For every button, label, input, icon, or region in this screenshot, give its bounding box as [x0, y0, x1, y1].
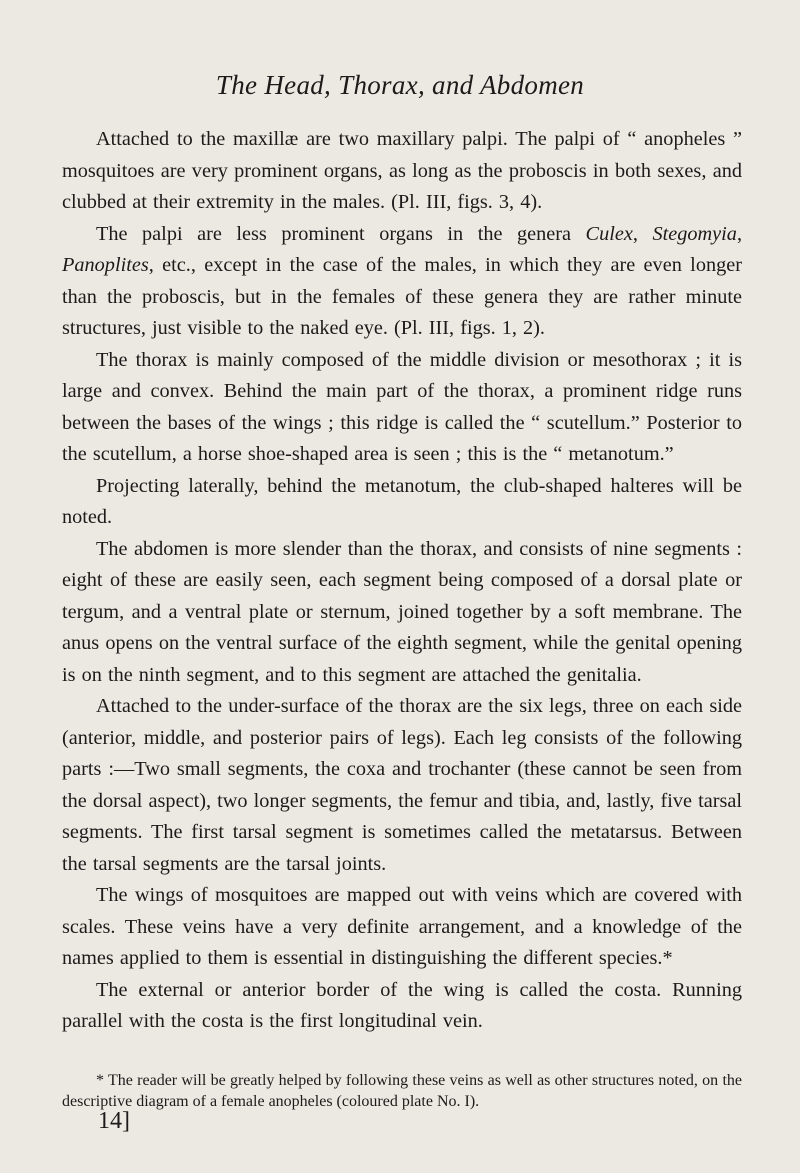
paragraph-palpi-genera	[62, 219, 742, 345]
genus-name-culex: Culex	[585, 222, 633, 245]
paragraph-thorax	[62, 345, 742, 471]
running-head: The Head, Thorax, and Abdomen	[215, 70, 585, 100]
paragraph-text: , etc., except in the case of the males, in which they are even longer than the proboscis, but in the females of these genera they are rather minute structures, just visible to the naked eye. (Pl. III, figs. 1, 2).	[62, 254, 742, 339]
paragraph-text: The abdomen is more slender than the thorax, and consists of nine segments : eight of these are easily seen, each segment being composed of a dorsal plate or tergum, and a ventral plate or sternum, joined together by a soft membrane. The anus opens on the ventral surface of the eighth segment, while the genital opening is on the ninth segment, and to this segment are attached the genitalia.	[62, 537, 742, 686]
paragraph-text: The thorax is mainly composed of the middle division or mesothorax ; it is large and convex. Behind the main part of the thorax, a prominent ridge runs between the bases of the wings ; this ridge is called the “ scutellum.” Posterior to the scutellum, a horse shoe-shaped area is seen ; this is the “ metanotum.”	[62, 348, 742, 465]
paragraph-wings	[62, 880, 742, 975]
genus-name-panoplites: Panoplites	[62, 254, 149, 276]
page-number: 14]	[98, 1108, 130, 1134]
paragraph-text: Attached to the under-surface of the thorax are the six legs, three on each side (anterior, middle, and posterior pairs of legs). Each leg consists of the following parts :—Two small segments, the coxa and trochanter (these cannot be seen from the dorsal aspect), two longer segments, the femur and tibia, and, lastly, five tarsal segments. The first tarsal segment is sometimes called the metatarsus. Between the tarsal segments are the tarsal joints.	[62, 695, 742, 875]
paragraph-text: Projecting laterally, behind the metanotum, the club-shaped halteres will be noted.	[62, 474, 742, 528]
paragraph-halteres	[62, 471, 742, 534]
footnote: * The reader will be greatly helped by following these veins as well as other structures noted, on the descriptive diagram of a female anopheles (coloured plate No. I).	[62, 1072, 742, 1110]
paragraph-text: The external or anterior border of the wing is called the costa. Running parallel with the costa is the first longitudinal vein.	[62, 978, 742, 1032]
paragraph-maxillary-palpi	[62, 124, 742, 219]
paragraph-abdomen	[62, 534, 742, 692]
paragraph-text: The palpi are less prominent organs in the genera	[96, 222, 586, 245]
paragraph-costa	[62, 975, 742, 1038]
paragraph-text: The wings of mosquitoes are mapped out with veins which are covered with scales. These veins have a very definite arrangement, and a knowledge of the names applied to them is essential in distinguishing the different species.*	[62, 884, 742, 969]
separator: ,	[736, 222, 743, 245]
paragraph-legs	[62, 691, 742, 880]
genus-name-stegomyia: Stegomyia	[652, 222, 737, 245]
paragraph-text: Attached to the maxillæ are two maxillary palpi. The palpi of “ anopheles ” mosquitoes are very prominent organs, as long as the proboscis in both sexes, and clubbed at their extremity in the males. (Pl. III, figs. 3, 4).	[62, 128, 742, 213]
separator: ,	[632, 222, 653, 245]
body-text	[62, 124, 742, 1038]
